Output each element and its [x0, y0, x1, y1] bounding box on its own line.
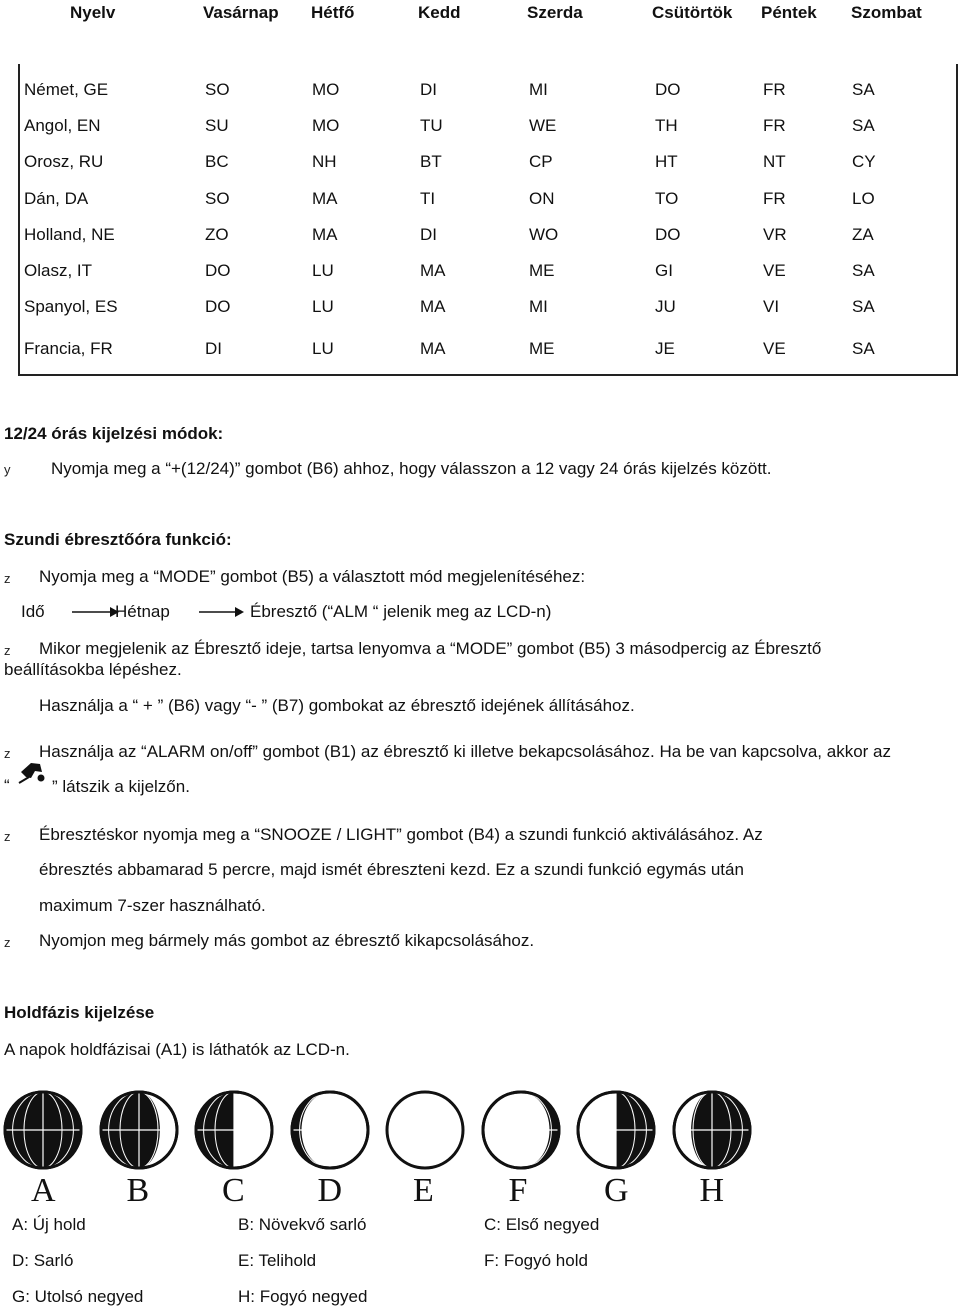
table-row: [20, 144, 956, 180]
moon-phase-icon: [383, 1088, 467, 1172]
bullet-glyph: y: [4, 462, 11, 477]
day-cell: HT: [655, 152, 678, 171]
language-cell: Orosz, RU: [24, 152, 104, 171]
header-cell: Nyelv: [70, 3, 116, 22]
day-cell: ZO: [205, 225, 229, 244]
flow-step-alarm: Ébresztő (“ALM “ jelenik meg az LCD-n): [250, 602, 552, 621]
day-cell: SA: [852, 80, 875, 99]
bullet-glyph: z: [4, 746, 11, 761]
legend-item: B: Növekvő sarló: [238, 1215, 367, 1234]
day-cell: SO: [205, 189, 230, 208]
day-cell: BC: [205, 152, 229, 171]
language-cell: Holland, NE: [24, 225, 115, 244]
language-cell: Német, GE: [24, 80, 109, 99]
language-cell: Francia, FR: [24, 339, 113, 358]
legend-item: G: Utolsó negyed: [12, 1287, 144, 1306]
day-cell: MA: [312, 189, 338, 208]
day-cell: SA: [852, 116, 875, 135]
day-table-header: [0, 0, 960, 24]
header-cell: Csütörtök: [652, 3, 733, 22]
paragraph-adjust: Használja a “ + ” (B6) vagy “- ” (B7) gombokat az ébresztő idejének állításához.: [39, 696, 635, 715]
bullet-glyph: z: [4, 935, 11, 950]
day-cell: CP: [529, 152, 553, 171]
arrow-right-icon: [199, 604, 245, 620]
moon-phase-icon: [1, 1088, 85, 1172]
paragraph-hold-mode: Mikor megjelenik az Ébresztő ideje, tartsa lenyomva a “MODE” gombot (B5) 3 másodpercig az Ébresztő: [39, 639, 822, 658]
day-cell: SO: [205, 80, 230, 99]
paragraph-snooze-cont: ébresztés abbamarad 5 percre, majd ismét ébreszteni kezd. Ez a szundi funkció egymás után: [39, 860, 744, 879]
day-cell: DO: [655, 80, 681, 99]
day-cell: FR: [763, 189, 786, 208]
day-cell: SA: [852, 261, 875, 280]
moon-phase-icon: [479, 1088, 563, 1172]
day-cell: SA: [852, 297, 875, 316]
day-cell: DI: [420, 225, 437, 244]
legend-item: A: Új hold: [12, 1215, 86, 1234]
paragraph-snooze-cont2: maximum 7-szer használható.: [39, 896, 266, 915]
moon-phase-letter: B: [126, 1172, 150, 1209]
day-cell: GI: [655, 261, 673, 280]
table-row: [20, 253, 956, 289]
day-cell: MA: [420, 261, 446, 280]
day-cell: MA: [420, 339, 446, 358]
header-cell: Szerda: [527, 3, 583, 22]
legend-item: D: Sarló: [12, 1251, 74, 1270]
day-cell: VR: [763, 225, 787, 244]
table-row: [20, 72, 956, 108]
day-cell: NT: [763, 152, 786, 171]
bell-icon: [17, 758, 45, 786]
day-abbreviation-table: [18, 64, 958, 376]
moon-phase-letter: H: [699, 1172, 725, 1209]
day-cell: TH: [655, 116, 678, 135]
day-cell: MA: [420, 297, 446, 316]
arrow-right-icon: [72, 604, 120, 620]
moon-phase-letter: D: [317, 1172, 343, 1209]
day-cell: VE: [763, 339, 786, 358]
moon-phase-letter: G: [604, 1172, 629, 1209]
legend-item: E: Telihold: [238, 1251, 317, 1270]
moon-phase-letter: E: [413, 1172, 434, 1209]
day-cell: WO: [529, 225, 559, 244]
day-cell: SU: [205, 116, 229, 135]
day-cell: MO: [312, 116, 340, 135]
day-cell: ME: [529, 261, 555, 280]
day-cell: ON: [529, 189, 555, 208]
day-cell: DO: [205, 261, 231, 280]
day-cell: MO: [312, 80, 340, 99]
day-cell: DO: [205, 297, 231, 316]
language-cell: Dán, DA: [24, 189, 89, 208]
section-title-1224: 12/24 órás kijelzési módok:: [4, 424, 224, 443]
moon-phase-letter: A: [31, 1172, 56, 1209]
day-cell: TU: [420, 116, 443, 135]
day-cell: LU: [312, 261, 334, 280]
paragraph-hold-mode-cont: beállításokba lépéshez.: [4, 660, 182, 679]
language-cell: Angol, EN: [24, 116, 101, 135]
header-cell: Péntek: [761, 3, 817, 22]
bullet-glyph: z: [4, 643, 11, 658]
day-cell: LU: [312, 297, 334, 316]
day-cell: NH: [312, 152, 337, 171]
day-cell: TI: [420, 189, 436, 208]
quote-open: “: [4, 776, 10, 795]
day-cell: BT: [420, 152, 442, 171]
header-cell: Szombat: [851, 3, 922, 22]
flow-step-weekday: Hétnap: [115, 602, 170, 621]
day-cell: WE: [529, 116, 557, 135]
moon-phase-icon: [97, 1088, 181, 1172]
section-title-snooze: Szundi ébresztőóra funkció:: [4, 530, 232, 549]
paragraph-alarm-onoff: Használja az “ALARM on/off” gombot (B1) az ébresztő ki illetve bekapcsolásához. Ha be van kapcsolva, akkor az: [39, 742, 891, 761]
day-cell: FR: [763, 80, 786, 99]
day-cell: ME: [529, 339, 555, 358]
table-row: [20, 217, 956, 253]
moon-phase-illustration: [0, 1088, 760, 1208]
bullet-glyph: z: [4, 571, 11, 586]
moon-phase-icon: [670, 1088, 754, 1172]
day-cell: VE: [763, 261, 786, 280]
moon-phase-letter: C: [222, 1172, 245, 1209]
paragraph-snooze: Ébresztéskor nyomja meg a “SNOOZE / LIGHT” gombot (B4) a szundi funkció aktiválásához. Az: [39, 825, 763, 844]
day-cell: DI: [205, 339, 222, 358]
day-cell: ZA: [852, 225, 874, 244]
day-cell: TO: [655, 189, 679, 208]
header-cell: Vasárnap: [203, 3, 279, 22]
paragraph-stop: Nyomjon meg bármely más gombot az ébresztő kikapcsolásához.: [39, 931, 535, 950]
day-cell: DI: [420, 80, 437, 99]
language-cell: Olasz, IT: [24, 261, 93, 280]
moon-phase-icon: [574, 1088, 658, 1172]
day-cell: VI: [763, 297, 780, 316]
legend-item: F: Fogyó hold: [484, 1251, 588, 1270]
moon-phase-letter: F: [508, 1172, 528, 1209]
day-cell: MI: [529, 297, 548, 316]
section-title-moon: Holdfázis kijelzése: [4, 1003, 155, 1022]
table-row: [20, 289, 956, 325]
paragraph-alarm-visible: ” látszik a kijelzőn.: [52, 777, 190, 796]
day-cell: DO: [655, 225, 681, 244]
day-cell: MA: [312, 225, 338, 244]
day-cell: LO: [852, 189, 875, 208]
day-cell: LU: [312, 339, 334, 358]
bullet-glyph: z: [4, 829, 11, 844]
table-row: [20, 331, 956, 367]
day-cell: SA: [852, 339, 875, 358]
day-cell: FR: [763, 116, 786, 135]
paragraph-moon-intro: A napok holdfázisai (A1) is láthatók az LCD-n.: [4, 1040, 350, 1059]
day-cell: CY: [852, 152, 876, 171]
legend-item: H: Fogyó negyed: [238, 1287, 368, 1306]
table-row: [20, 108, 956, 144]
legend-item: C: Első negyed: [484, 1215, 600, 1234]
flow-step-time: Idő: [21, 602, 45, 621]
header-cell: Kedd: [418, 3, 461, 22]
day-cell: MI: [529, 80, 548, 99]
paragraph-mode: Nyomja meg a “MODE” gombot (B5) a választott mód megjelenítéséhez:: [39, 567, 586, 586]
table-row: [20, 181, 956, 217]
day-cell: JE: [655, 339, 675, 358]
day-cell: JU: [655, 297, 676, 316]
header-cell: Hétfő: [311, 3, 355, 22]
moon-phase-icon: [288, 1088, 372, 1172]
paragraph-1224: Nyomja meg a “+(12/24)” gombot (B6) ahhoz, hogy válasszon a 12 vagy 24 órás kijelzés között.: [51, 459, 772, 478]
language-cell: Spanyol, ES: [24, 297, 118, 316]
moon-phase-icon: [192, 1088, 276, 1172]
